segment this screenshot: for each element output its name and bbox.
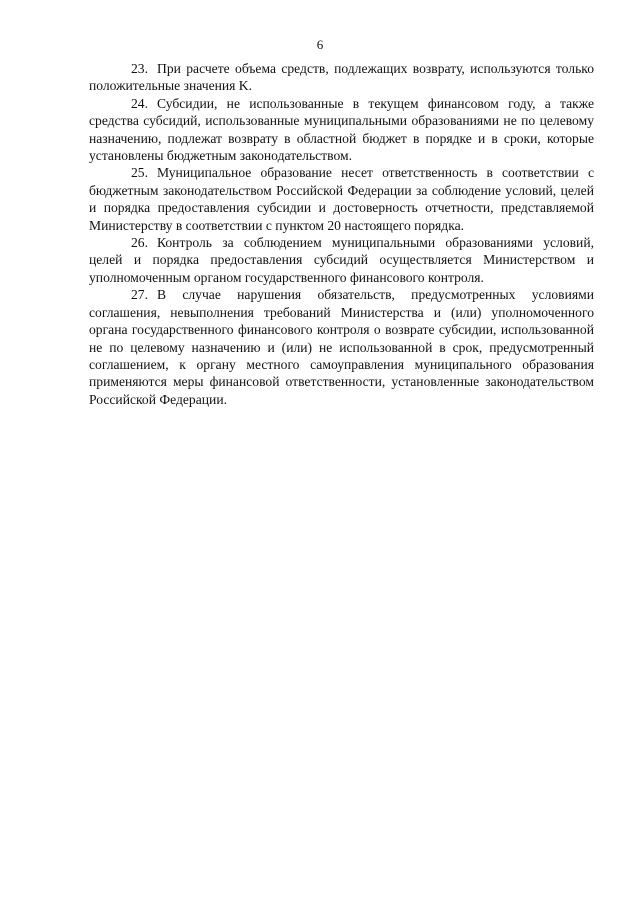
document-body — [89, 60, 594, 408]
paragraph-text: Муниципальное образование несет ответственность в соответствии с бюджетным законодательством Российской Федерации за соблюдение условий, целей и порядка предоставления субсидии и достоверность отчетности, представляемой Министерству в соответствии с пунктом 20 настоящего порядка. — [89, 165, 594, 233]
paragraph-23 — [89, 60, 594, 95]
paragraph-text: При расчете объема средств, подлежащих возврату, используются только положительные значения K. — [89, 61, 594, 94]
paragraph-text: Субсидии, не использованные в текущем финансовом году, а также средства субсидий, использованные муниципальными образованиями не по целевому назначению, подлежат возврату в областной бюджет в порядке и в сроки, которые установлены бюджетным законодательством. — [89, 95, 594, 164]
paragraph-number: 23. — [131, 61, 148, 76]
paragraph-text: В случае нарушения обязательств, предусмотренных условиями соглашения, невыполнения требований Министерства и (или) уполномоченного органа государственного финансового контроля о возврате субсидии, использованной не по целевому назначению и (или) не использованной в срок, предусмотренный соглашением, к органу местного самоуправления муниципального образования применяются меры финансовой ответственности, установленные законодательством Российской Федерации. — [89, 287, 594, 407]
paragraph-number: 24. — [131, 95, 148, 111]
paragraph-number: 27. — [131, 287, 148, 303]
paragraph-25 — [89, 164, 594, 234]
paragraph-24 — [89, 95, 594, 165]
paragraph-number: 26. — [131, 235, 148, 251]
page-number: 6 — [316, 37, 324, 52]
paragraph-26 — [89, 234, 594, 286]
paragraph-number: 25. — [131, 165, 148, 181]
paragraph-text: Контроль за соблюдением муниципальными образованиями условий, целей и порядка предоставления субсидий осуществляется Министерством и уполномоченным органом государственного финансового контроля. — [89, 235, 594, 285]
paragraph-27 — [89, 286, 594, 408]
